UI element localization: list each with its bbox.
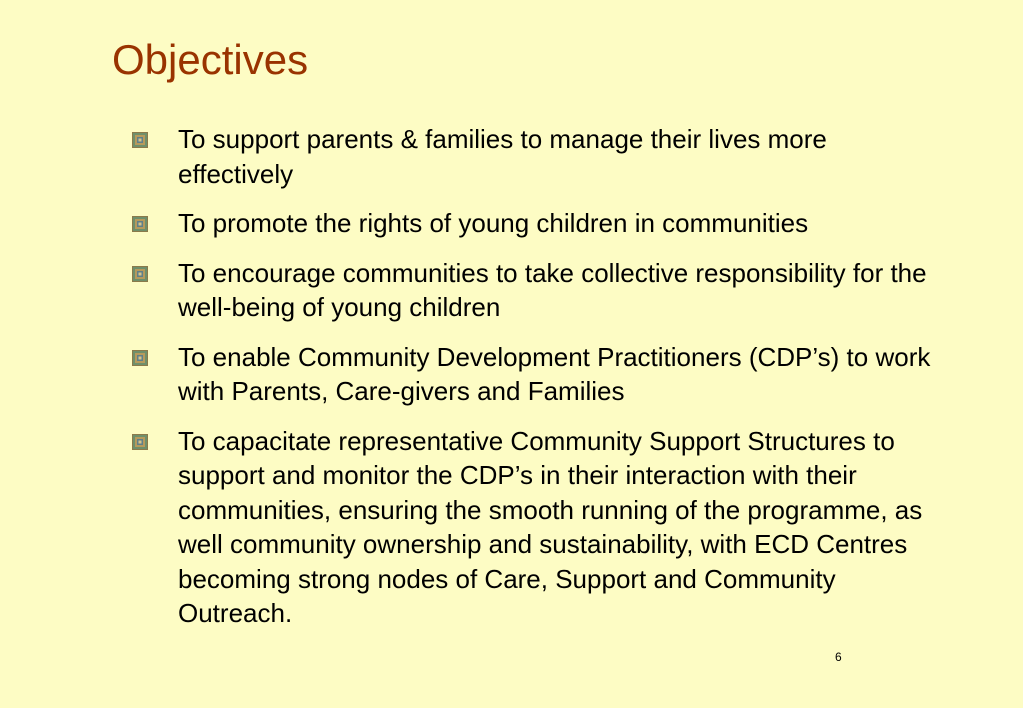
bullet-item — [132, 206, 932, 241]
bullet-text: To encourage communities to take collective responsibility for the well-being of young children — [178, 257, 927, 322]
textured-square-bullet-icon — [132, 350, 148, 366]
bullet-text: To support parents & families to manage their lives more effectively — [178, 124, 827, 189]
page-number: 6 — [835, 650, 842, 664]
bullet-text: To enable Community Development Practitioners (CDP’s) to work with Parents, Care-givers and Families — [178, 341, 931, 406]
textured-square-bullet-icon — [132, 434, 148, 450]
bullet-item — [132, 122, 932, 191]
textured-square-bullet-icon — [132, 266, 148, 282]
slide-title: Objectives — [112, 36, 309, 83]
bullet-item — [132, 424, 932, 631]
textured-square-bullet-icon — [132, 216, 148, 232]
bullet-list — [132, 122, 932, 646]
bullet-text: To promote the rights of young children in communities — [178, 208, 809, 238]
bullet-text: To capacitate representative Community Support Structures to support and monitor the CDP’s in their interaction with their communities, ensuring the smooth running of the programme, as well community ownership and sustainability, with ECD Centres becoming strong nodes of Care, Support and Community Outreach. — [178, 425, 923, 628]
bullet-item — [132, 256, 932, 325]
bullet-item — [132, 340, 932, 409]
textured-square-bullet-icon — [132, 132, 148, 148]
